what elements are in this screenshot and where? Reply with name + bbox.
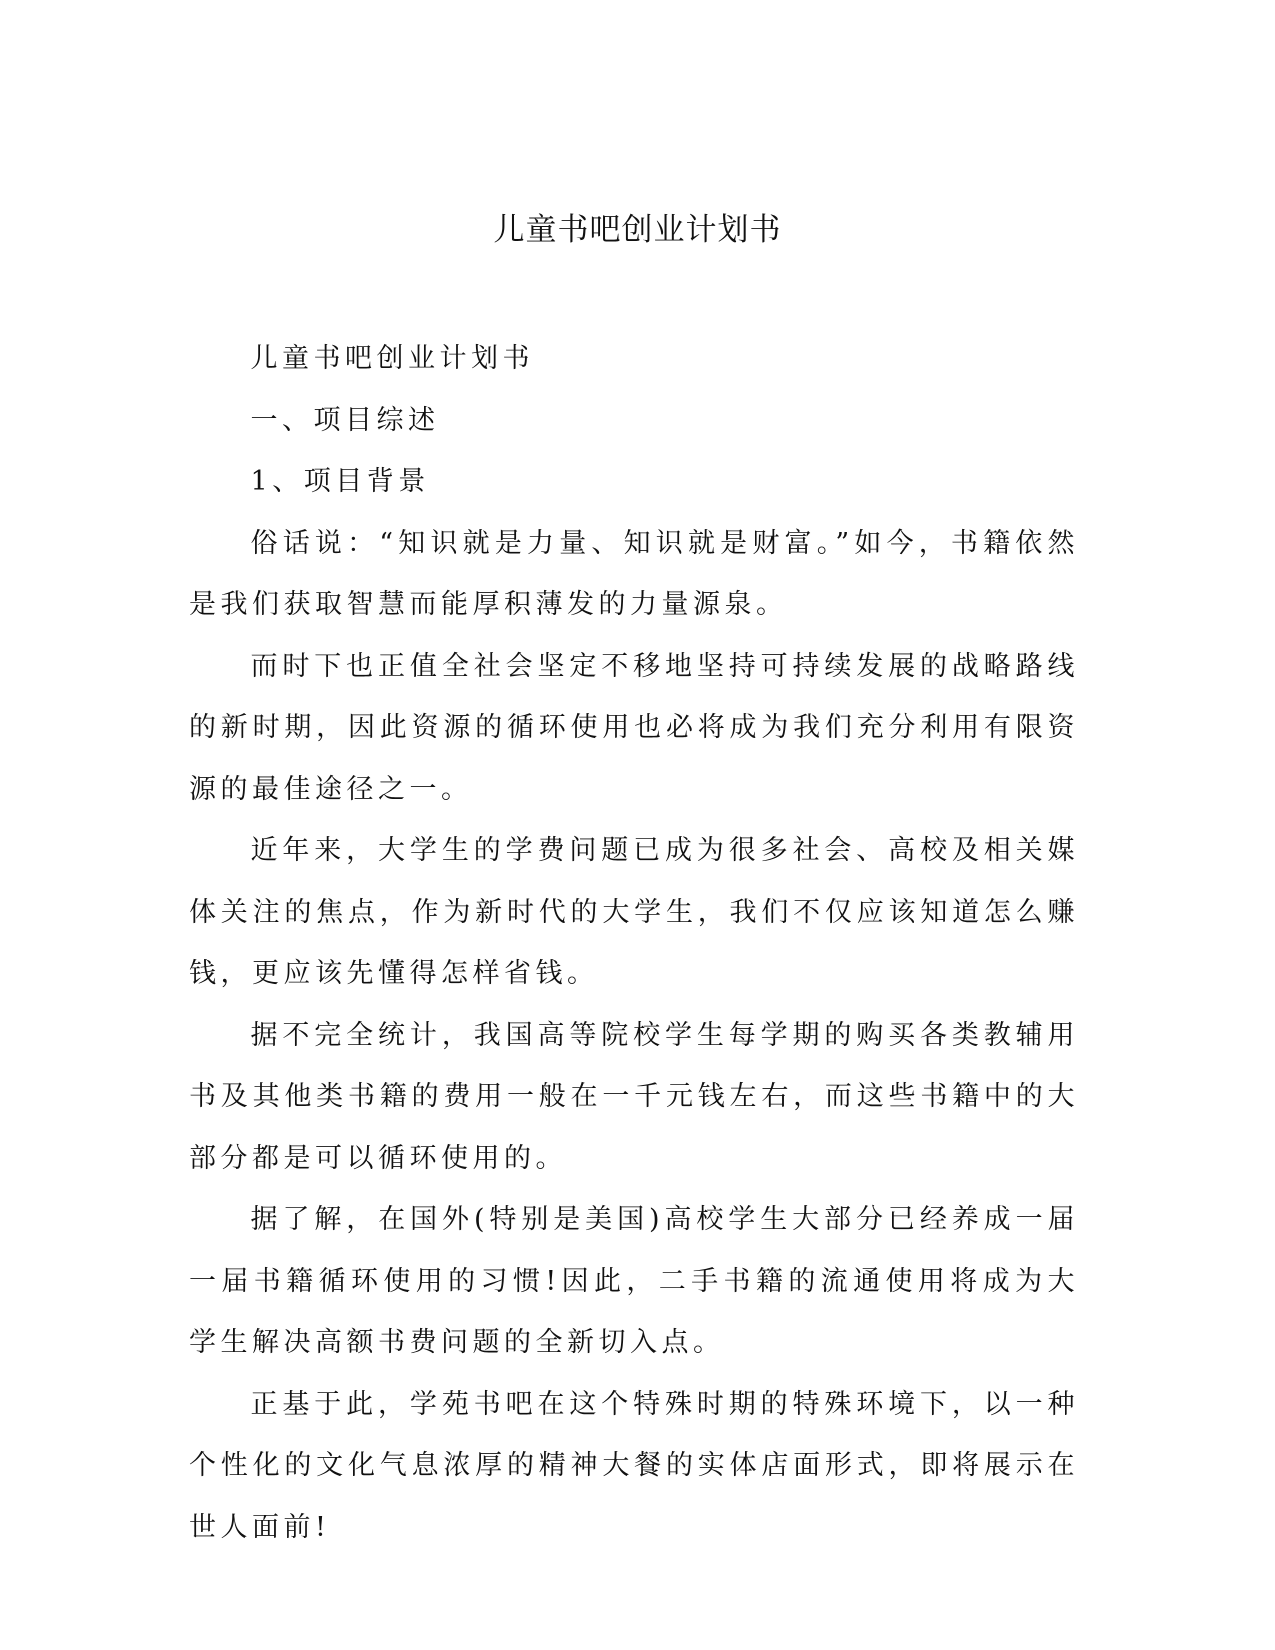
body-paragraph: 正基于此，学苑书吧在这个特殊时期的特殊环境下，以一种个性化的文化气息浓厚的精神大餐的实体店面形式，即将展示在世人面前! bbox=[189, 1388, 1079, 1543]
body-paragraph: 据了解，在国外(特别是美国)高校学生大部分已经养成一届一届书籍循环使用的习惯!因此，二手书籍的流通使用将成为大学生解决高额书费问题的全新切入点。 bbox=[189, 1204, 1079, 1358]
body-paragraph: 儿童书吧创业计划书 bbox=[250, 343, 535, 374]
document-title: 儿童书吧创业计划书 bbox=[493, 212, 782, 248]
body-paragraph: 俗话说：“知识就是力量、知识就是财富。”如今，书籍依然是我们获取智慧而能厚积薄发的力量源泉。 bbox=[189, 527, 1079, 620]
body-paragraph: 据不完全统计，我国高等院校学生每学期的购买各类教辅用书及其他类书籍的费用一般在一千元钱左右，而这些书籍中的大部分都是可以循环使用的。 bbox=[189, 1019, 1079, 1174]
subsection-heading: 1、项目背景 bbox=[250, 466, 430, 497]
body-paragraph: 而时下也正值全社会坚定不移地坚持可持续发展的战略路线的新时期，因此资源的循环使用也必将成为我们充分利用有限资源的最佳途径之一。 bbox=[189, 650, 1079, 805]
body-paragraph: 近年来，大学生的学费问题已成为很多社会、高校及相关媒体关注的焦点，作为新时代的大学生，我们不仅应该知道怎么赚钱，更应该先懂得怎样省钱。 bbox=[189, 835, 1079, 989]
document-body bbox=[189, 328, 1079, 1558]
section-heading: 一、项目综述 bbox=[250, 404, 440, 436]
